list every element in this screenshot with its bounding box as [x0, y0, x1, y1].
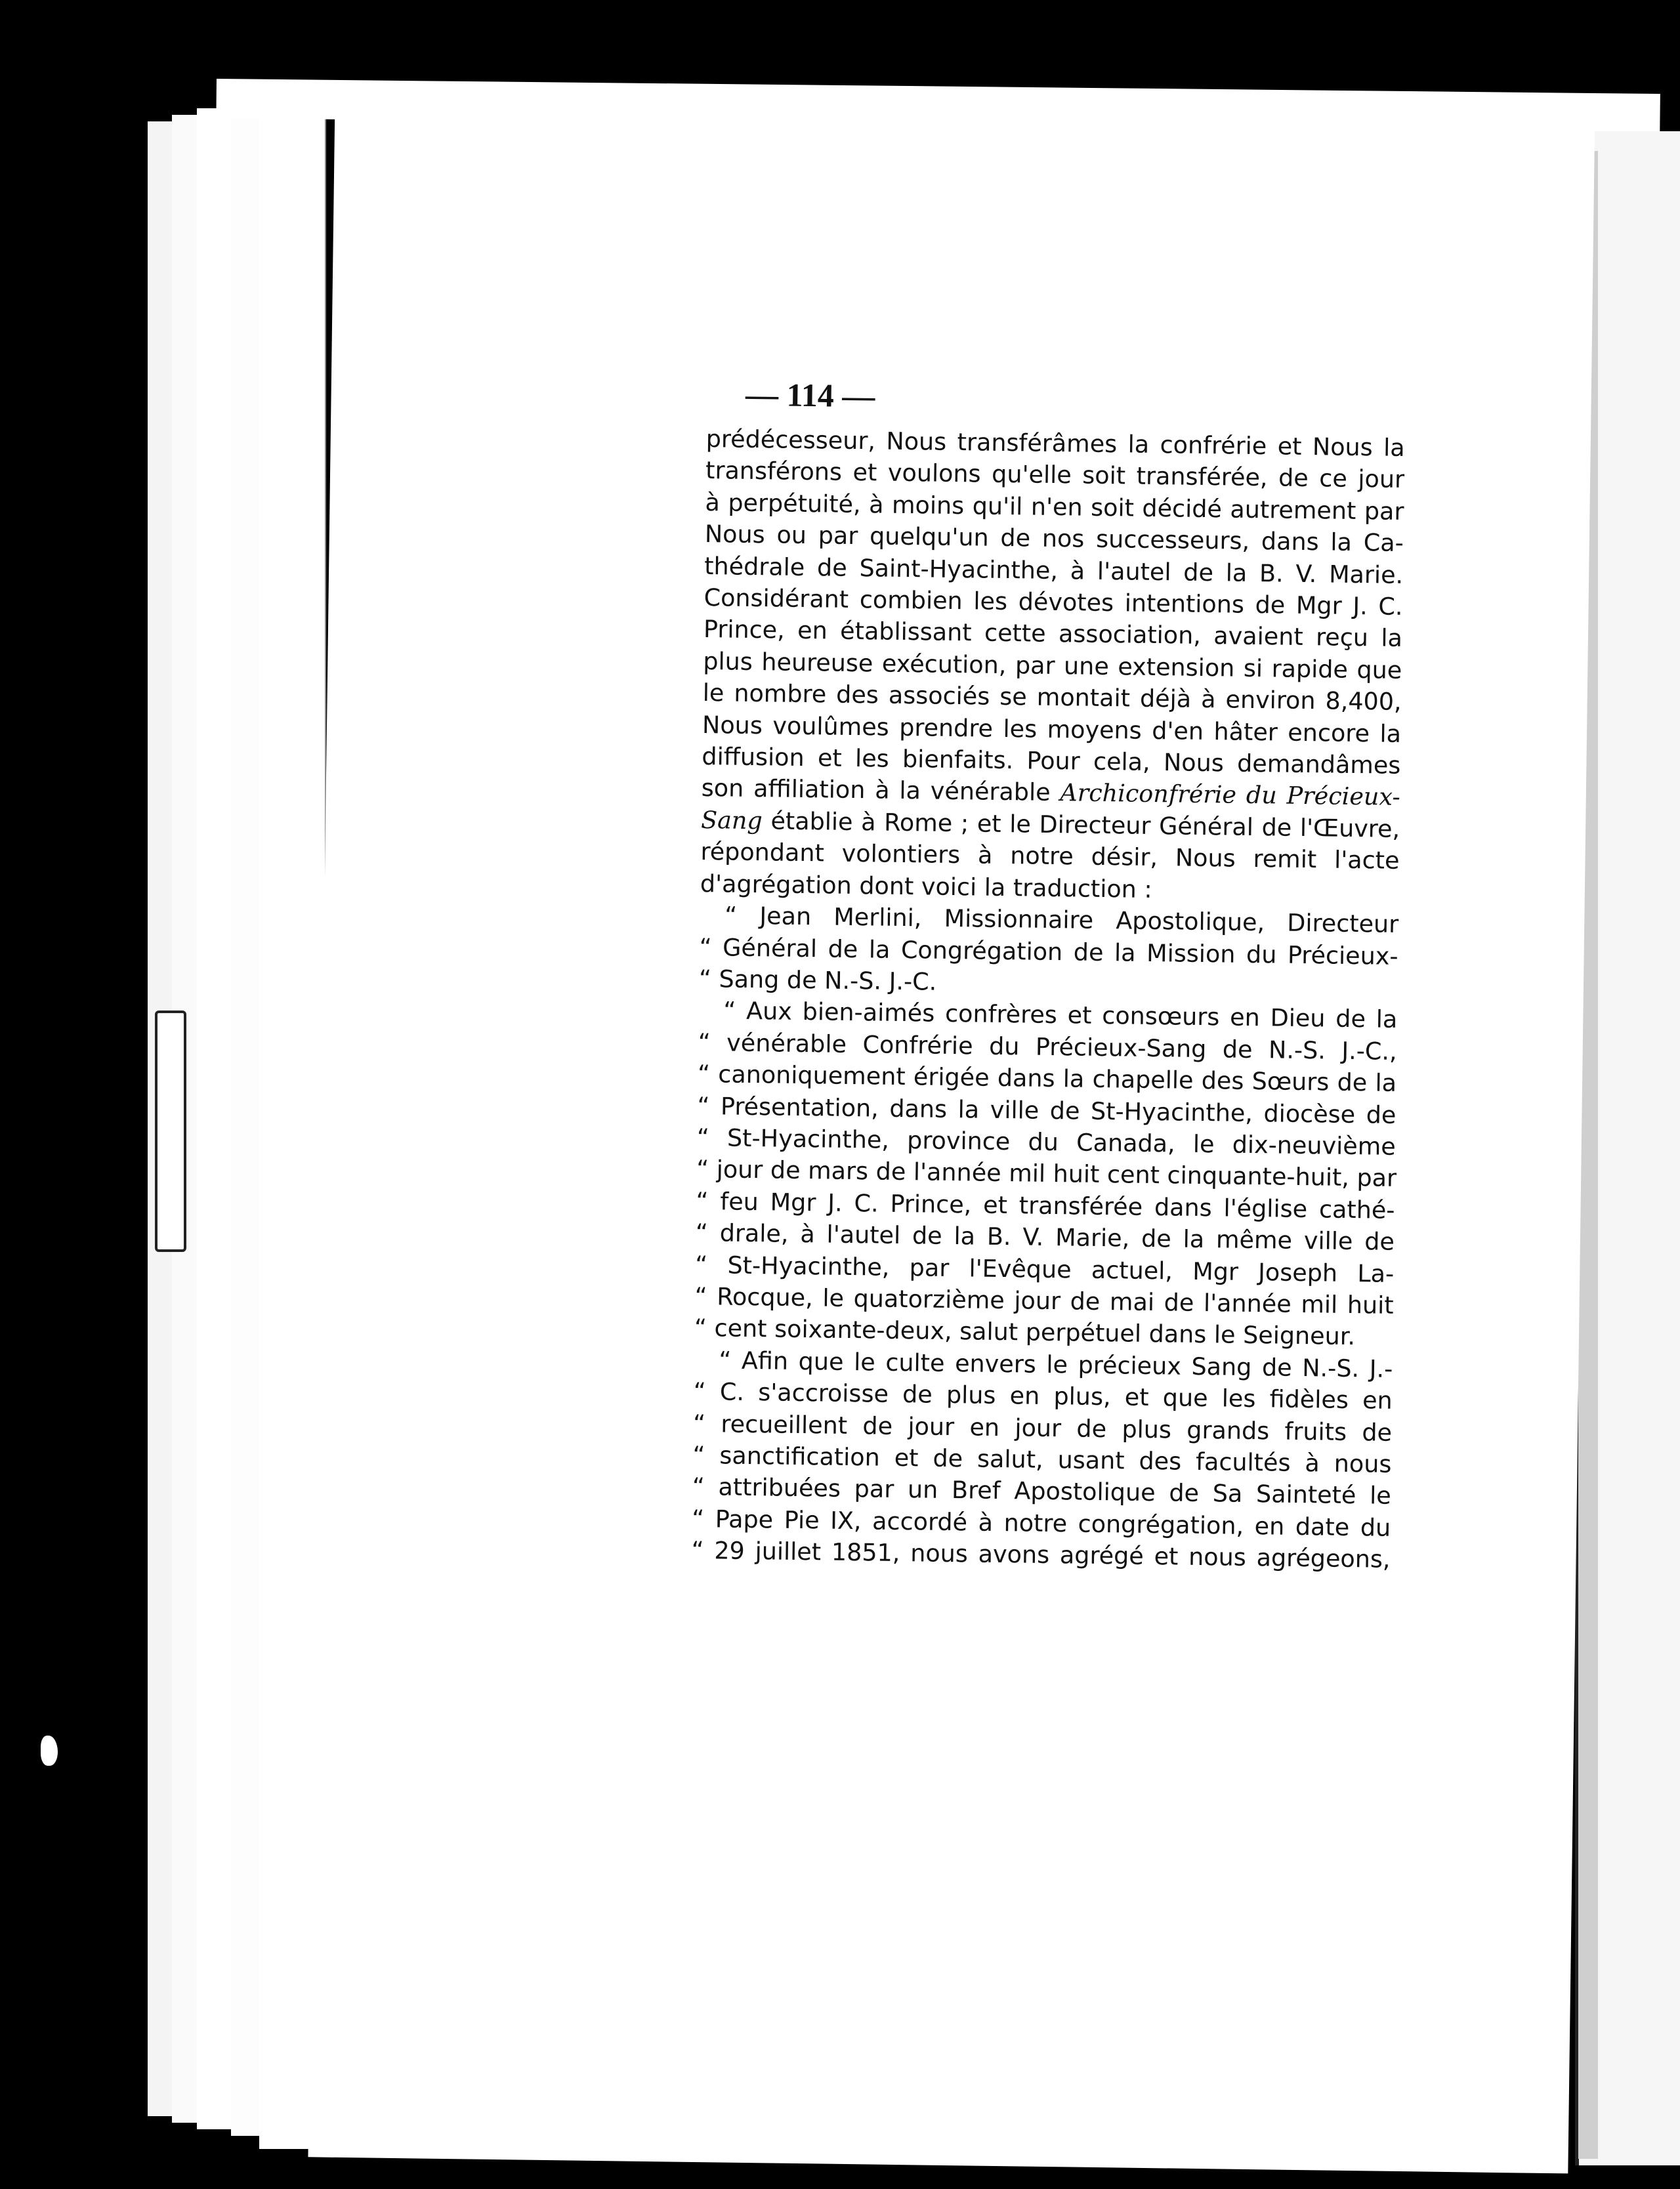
text-line: “ Pape Pie IX, accordé à notre congrégation, en date du	[691, 1504, 1391, 1542]
page-edge	[231, 105, 262, 2136]
text-segment: établie à Rome ; et le Directeur Général de l'Œuvre,	[762, 806, 1400, 843]
text-line: “ St-Hyacinthe, province du Canada, le dix-neuvième	[696, 1123, 1396, 1161]
text-line: “ recueillent de jour en jour de plus grands fruits de	[692, 1409, 1393, 1447]
text-line: “ Aux bien-aimés confrères et consœurs en Dieu de la	[723, 996, 1398, 1034]
text-line: “ 29 juillet 1851, nous avons agrégé et nous agrégeons,	[691, 1536, 1391, 1574]
text-line: “ feu Mgr J. C. Prince, et transférée dans l'église cathé-	[696, 1186, 1395, 1224]
text-line: “ drale, à l'autel de la B. V. Marie, de la même ville de	[695, 1219, 1395, 1257]
text-line: “ canoniquement érigée dans la chapelle des Sœurs de la	[697, 1060, 1397, 1097]
text-segment: son affiliation à la vénérable	[701, 774, 1060, 807]
text-line: prédécesseur, Nous transférâmes la confrérie et Nous la	[705, 425, 1405, 462]
text-line: transférons et voulons qu'elle soit transférée, de ce jour	[705, 456, 1405, 494]
text-line: Nous voulûmes prendre les moyens d'en hâter encore la	[702, 710, 1402, 748]
text-line: thédrale de Saint-Hyacinthe, à l'autel de la B. V. Marie.	[704, 551, 1404, 589]
text-line: “ Sang de N.-S. J.-C.	[698, 964, 937, 996]
body-text	[691, 423, 1405, 1575]
text-line: “ Afin que le culte envers le précieux Sang de N.-S. J.-	[719, 1346, 1393, 1383]
page-edge	[197, 108, 235, 2129]
text-line: Prince, en établissant cette association, avaient reçu la	[703, 615, 1403, 653]
text-line: à perpétuité, à moins qu'il n'en soit décidé autrement par	[705, 488, 1404, 526]
text-line: diffusion et les bienfaits. Pour cela, Nous demandâmes	[702, 742, 1401, 780]
text-line: “ Général de la Congrégation de la Mission du Précieux-	[699, 932, 1398, 970]
text-line: plus heureuse exécution, par une extension si rapide que	[703, 646, 1402, 684]
text-line: “ vénérable Confrérie du Précieux-Sang de N.-S. J.-C.,	[698, 1028, 1397, 1066]
text-line: “ attribuées par un Bref Apostolique de Sa Sainteté le	[692, 1472, 1392, 1511]
text-line: “ cent soixante-deux, salut perpétuel dans le Seigneur.	[694, 1314, 1356, 1351]
text-line: Considérant combien les dévotes intentions de Mgr J. C.	[704, 583, 1403, 621]
page-number: — 114 —	[745, 375, 875, 415]
dust-speck	[41, 1736, 58, 1766]
text-line: “ sanctification et de salut, usant des facultés à nous	[692, 1440, 1392, 1478]
text-line: “ Présentation, dans la ville de St-Hyacinthe, diocèse de	[697, 1091, 1396, 1129]
book-page	[308, 91, 1595, 2174]
text-line: “ jour de mars de l'année mil huit cent cinquante-huit, par	[696, 1155, 1397, 1193]
italic-title: Sang	[700, 805, 763, 835]
text-line: Nous ou par quelqu'un de nos successeurs, dans la Ca-	[704, 520, 1404, 558]
text-line: répondant volontiers à notre désir, Nous remit l'acte	[700, 837, 1400, 875]
text-line: d'agrégation dont voici la traduction :	[700, 869, 1153, 904]
text-line: le nombre des associés se montait déjà à environ 8,400,	[702, 678, 1402, 717]
text-line: “ Rocque, le quatorzième jour de mai de l'année mil huit	[694, 1282, 1394, 1320]
text-line: “ St-Hyacinthe, par l'Evêque actuel, Mgr Joseph La-	[695, 1250, 1395, 1288]
binding-clip	[155, 1011, 186, 1252]
text-line: “ Jean Merlini, Missionnaire Apostolique, Directeur	[724, 901, 1399, 938]
italic-title: Archiconfrérie du Précieux-	[1060, 778, 1401, 812]
text-line: “ C. s'accroisse de plus en plus, et que les fidèles en	[693, 1377, 1393, 1415]
